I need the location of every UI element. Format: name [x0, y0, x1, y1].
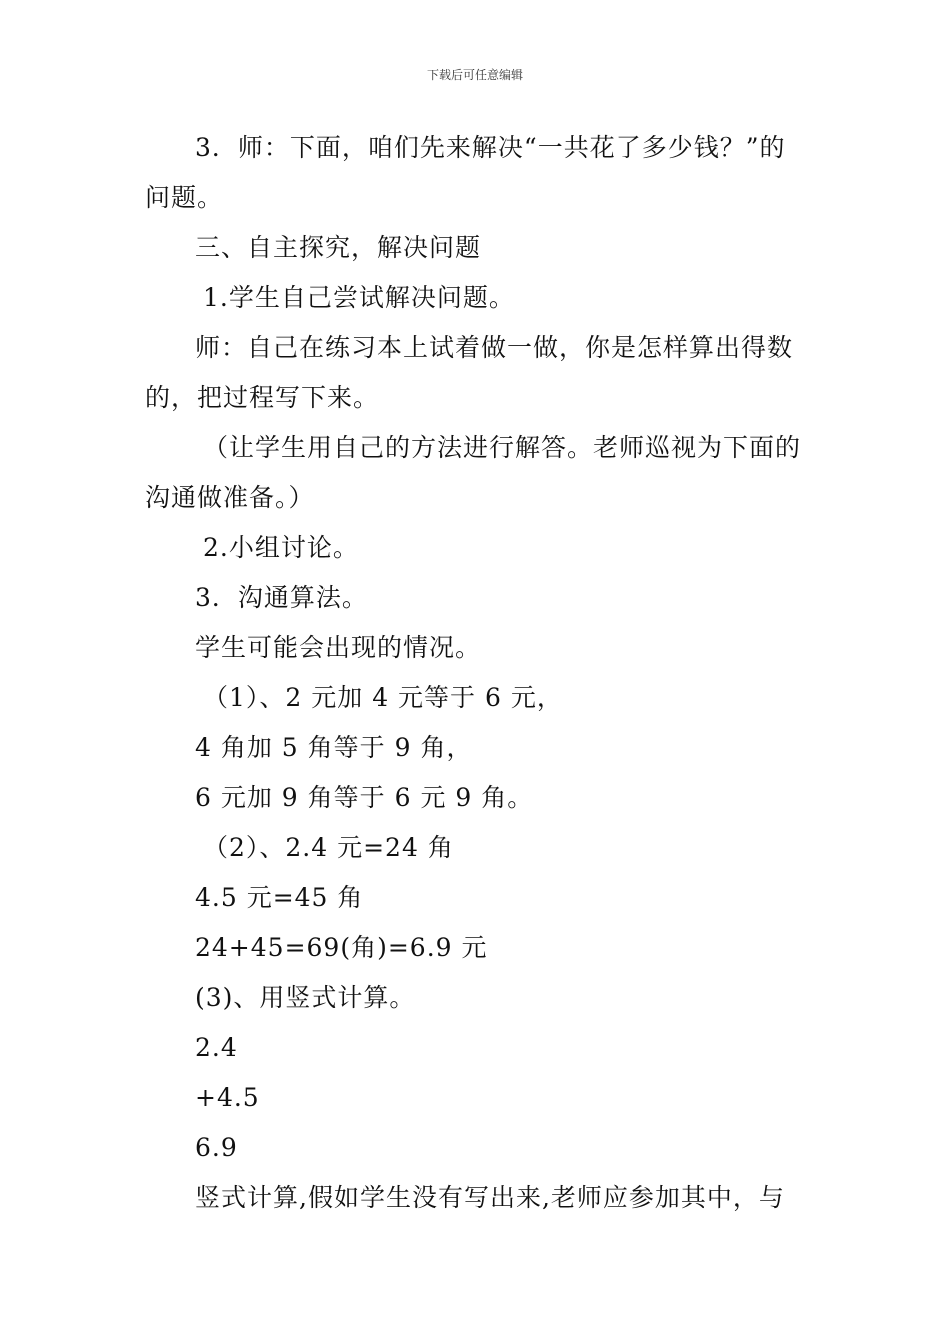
text-line: 竖式计算,假如学生没有写出来,老师应参加其中，与 — [195, 1183, 785, 1212]
text-line: 2.4 — [195, 1033, 238, 1062]
text-line: 1.学生自己尝试解决问题。 — [203, 283, 515, 312]
text-line: 6 元加 9 角等于 6 元 9 角。 — [195, 783, 534, 812]
text-line: 24+45=69(角)=6.9 元 — [195, 933, 488, 962]
text-line: 学生可能会出现的情况。 — [195, 633, 482, 662]
text-line: 3．师：下面，咱们先来解决“一共花了多少钱？”的 — [195, 133, 786, 162]
section-heading: 三、自主探究，解决问题 — [195, 233, 482, 262]
text-line: （2）、2.4 元=24 角 — [203, 833, 454, 862]
text-line: 4 角加 5 角等于 9 角， — [195, 733, 473, 762]
text-line: （让学生用自己的方法进行解答。老师巡视为下面的 — [203, 433, 802, 462]
text-line: 2.小组讨论。 — [203, 533, 359, 562]
page-header-note: 下载后可任意编辑 — [426, 68, 523, 82]
text-line: 3．沟通算法。 — [195, 583, 368, 612]
text-line: (3)、用竖式计算。 — [195, 983, 416, 1012]
text-line: 6.9 — [195, 1133, 238, 1162]
text-line: 沟通做准备。） — [145, 483, 315, 512]
text-line: +4.5 — [195, 1083, 260, 1112]
text-line: 4.5 元=45 角 — [195, 883, 364, 912]
text-line: （1）、2 元加 4 元等于 6 元， — [203, 683, 563, 712]
text-line: 问题。 — [145, 183, 224, 212]
text-line: 师：自己在练习本上试着做一做，你是怎样算出得数 — [195, 333, 794, 362]
text-line: 的，把过程写下来。 — [145, 383, 380, 412]
